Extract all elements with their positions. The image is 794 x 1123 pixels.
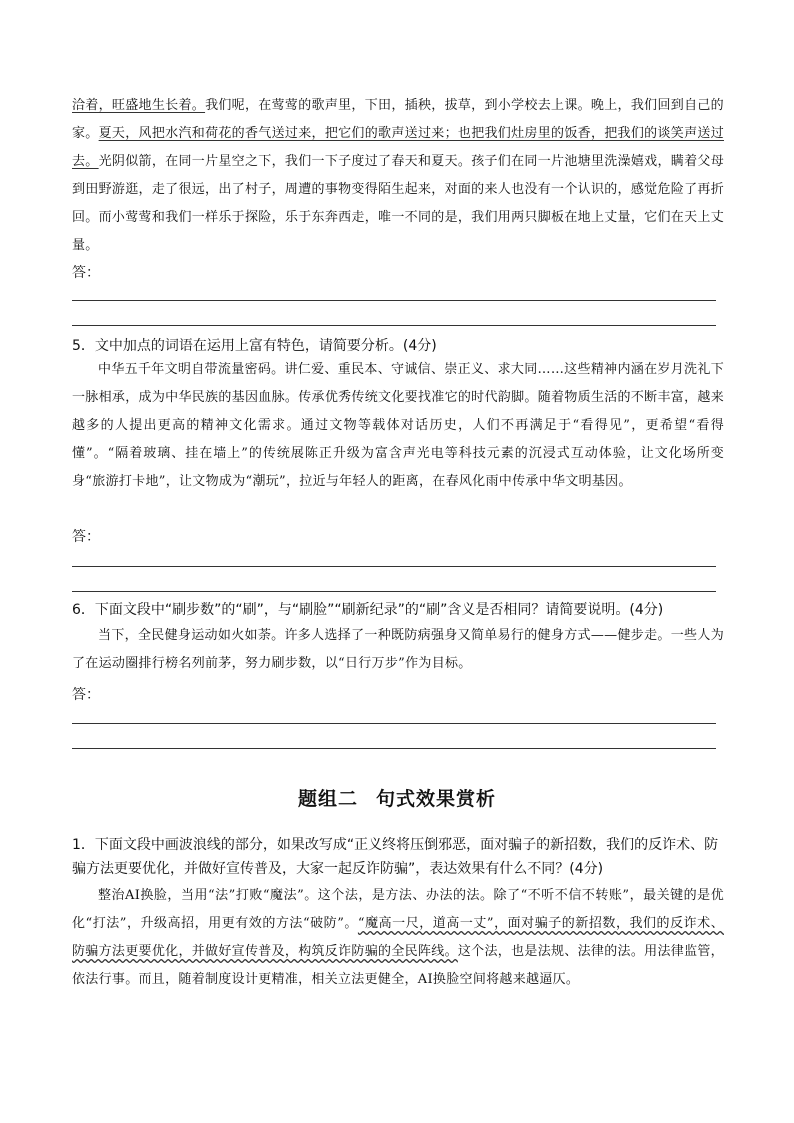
answer-label: 答： — [72, 265, 100, 281]
answer-line[interactable] — [72, 300, 716, 301]
answer-line[interactable] — [72, 748, 716, 749]
passage-text: 光阴似箭，在同一片星空之下，我们一下子度过了春天和夏天。孩子们在同一片池塘里洗澡嬉戏，瞒着父母到田野游逛，走了很远，出了村子，周遭的事物变得陌生起来，对面的来人也没有一个认识的，感觉危险了再折回。而小莺莺和我们一样乐于探险，乐于东奔西走，唯一不同的是，我们用两只脚板在地上丈量，它们在天上丈量。 — [72, 154, 724, 253]
section-subtitle: 句式效果赏析 — [376, 788, 497, 810]
passage-q5 — [72, 356, 724, 496]
answer-line[interactable] — [72, 723, 716, 724]
wavy-underlined-text: “魔高一尺，道高一丈”，面对骗子的新招数，我们的反诈术、防骗方法更要优化，并做好宣传普及，构筑反诈防骗的全民阵线。 — [72, 916, 724, 959]
question-5: 5．文中加点的词语在运用上富有特色，请简要分析。(4分) — [72, 338, 437, 354]
passage-text: 当下，全民健身运动如火如荼。许多人选择了一种既防病强身又简单易行的健身方式——健步走。一些人为了在运动圈排行榜名列前茅，努力刷步数，以“日行万步”作为目标。 — [72, 628, 724, 671]
section-heading — [0, 784, 794, 811]
section-title: 题组二 — [297, 788, 358, 810]
passage-text: 中华五千年文明自带流量密码。讲仁爱、重民本、守诚信、崇正义、求大同……这些精神内涵在岁月洗礼下一脉相承，成为中华民族的基因血脉。传承优秀传统文化要找准它的时代韵脚。随着物质生活的不断丰富，越来越多的人提出更高的精神文化需求。通过文物等载体对话历史，人们不再满足于“看得见”，更希望“看得懂”。“隔着玻璃、挂在墙上”的传统展陈正升级为富含声光电等科技元素的沉浸式互动体验，让文化场所变身“旅游打卡地”，让文物成为“潮玩”，拉近与年轻人的距离，在春风化雨中传承中华文明基因。 — [72, 362, 724, 489]
passage-text: 这个法，也是法规、法律的法。用法律监管，依法行事。而且，随着制度设计更精准，相关立法更健全，AI换脸空间将越来越逼仄。 — [72, 944, 724, 987]
underlined-text-2: 夏天，风把水汽和荷花的香气送过来，把它们的歌声送过来；也把我们灶房里的饭香，把我们的谈笑声送过去。 — [72, 126, 724, 169]
question-6: 6．下面文段中“刷步数”的“刷”，与“刷脸”“刷新纪录”的“刷”含义是否相同？请简要说明。(4分) — [72, 602, 664, 618]
question-group2-1: 1．下面文段中画波浪线的部分，如果改写成“正义终将压倒邪恶，面对骗子的新招数，我们的反诈术、防骗方法更要优化，并做好宣传普及，大家一起反诈防骗”，表达效果有什么不同？(4分) — [72, 837, 719, 877]
answer-line[interactable] — [72, 325, 716, 326]
passage-q6 — [72, 622, 724, 678]
passage-group2-1 — [72, 882, 724, 994]
passage-1 — [72, 92, 724, 260]
answer-label: 答： — [72, 529, 100, 545]
passage-text: 我们呢，在莺莺的歌声里，下田，插秧，拔草，到小学校去上课。晚上，我们回到自己的家。 — [72, 98, 724, 141]
underlined-text-1: 洽着，旺盛地生长着。 — [72, 98, 206, 113]
answer-line[interactable] — [72, 566, 716, 567]
passage-text: 整治AI换脸，当用“法”打败“魔法”。这个法，是方法、办法的法。除了“不听不信不转账”，最关键的是优化“打法”，升级高招，用更有效的方法“破防”。 — [72, 888, 724, 931]
answer-line[interactable] — [72, 591, 716, 592]
answer-label: 答： — [72, 687, 100, 703]
